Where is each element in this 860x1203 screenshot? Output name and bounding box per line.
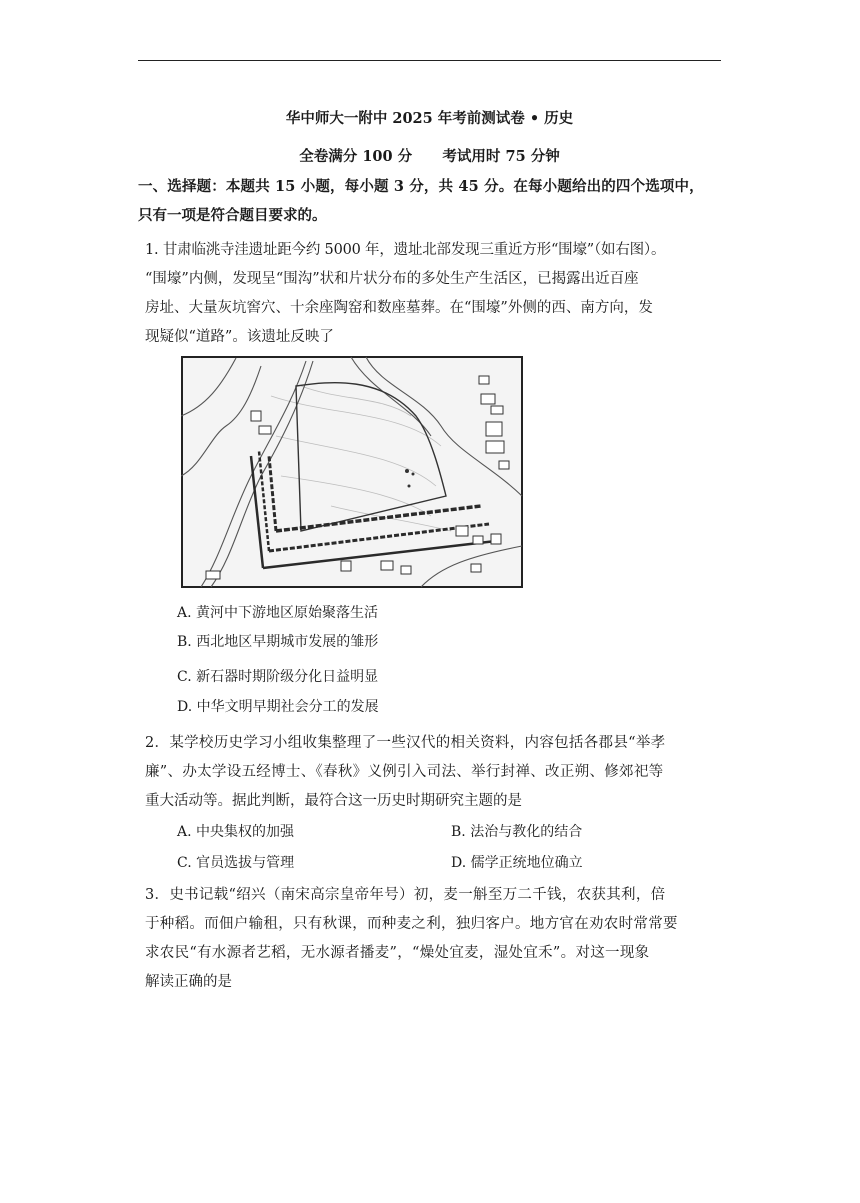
exam-info: 全卷满分 100 分 考试用时 75 分钟	[299, 148, 560, 165]
q2-option-c: C. 官员选拔与管理	[177, 855, 295, 871]
q1-option-a: A. 黄河中下游地区原始聚落生活	[177, 605, 379, 621]
q3-stem-line-1: 3．史书记载“绍兴（南宋高宗皇帝年号）初，麦一斛至万二千钱，农获其利，倍	[145, 887, 666, 903]
q1-stem-line-4: 现疑似“道路”。该遗址反映了	[145, 329, 334, 345]
q2-stem-line-3: 重大活动等。据此判断，最符合这一历史时期研究主题的是	[145, 793, 522, 809]
q3-stem-line-4: 解读正确的是	[145, 974, 232, 990]
q2-option-b: B. 法治与教化的结合	[451, 824, 583, 840]
section-heading-line-2: 只有一项是符合题目要求的。	[138, 207, 327, 224]
q1-stem-line-2: “围壕”内侧，发现呈“围沟”状和片状分布的多处生产生活区，已揭露出近百座	[145, 271, 639, 287]
site-map-figure	[181, 356, 523, 588]
page-title: 华中师大一附中 2025 年考前测试卷 • 历史	[285, 110, 574, 127]
q1-option-b: B. 西北地区早期城市发展的雏形	[177, 634, 379, 650]
q1-stem-line-3: 房址、大量灰坑窖穴、十余座陶窑和数座墓葬。在“围壕”外侧的西、南方向，发	[145, 300, 653, 316]
section-heading-line-1: 一、选择题：本题共 15 小题，每小题 3 分，共 45 分。在每小题给出的四个选项中，	[138, 178, 704, 195]
q1-stem-line-1: 1. 甘肃临洮寺洼遗址距今约 5000 年，遗址北部发现三重近方形“围壕”（如右图）。	[145, 242, 666, 258]
top-rule	[138, 60, 721, 61]
q1-option-c: C. 新石器时期阶级分化日益明显	[177, 669, 379, 685]
q2-stem-line-1: 2．某学校历史学习小组收集整理了一些汉代的相关资料，内容包括各郡县“举孝	[145, 735, 666, 751]
q2-option-d: D. 儒学正统地位确立	[451, 855, 583, 871]
q2-option-a: A. 中央集权的加强	[177, 824, 295, 840]
q1-option-d: D. 中华文明早期社会分工的发展	[177, 699, 379, 715]
q2-stem-line-2: 廉”、办太学设五经博士、《春秋》义例引入司法、举行封禅、改正朔、修郊祀等	[145, 764, 664, 780]
q3-stem-line-2: 于种稻。而佃户输租，只有秋课，而种麦之利，独归客户。地方官在劝农时常常要	[145, 916, 678, 932]
q3-stem-line-3: 求农民“有水源者艺稻，无水源者播麦”，“燥处宜麦，湿处宜禾”。对这一现象	[145, 945, 650, 961]
